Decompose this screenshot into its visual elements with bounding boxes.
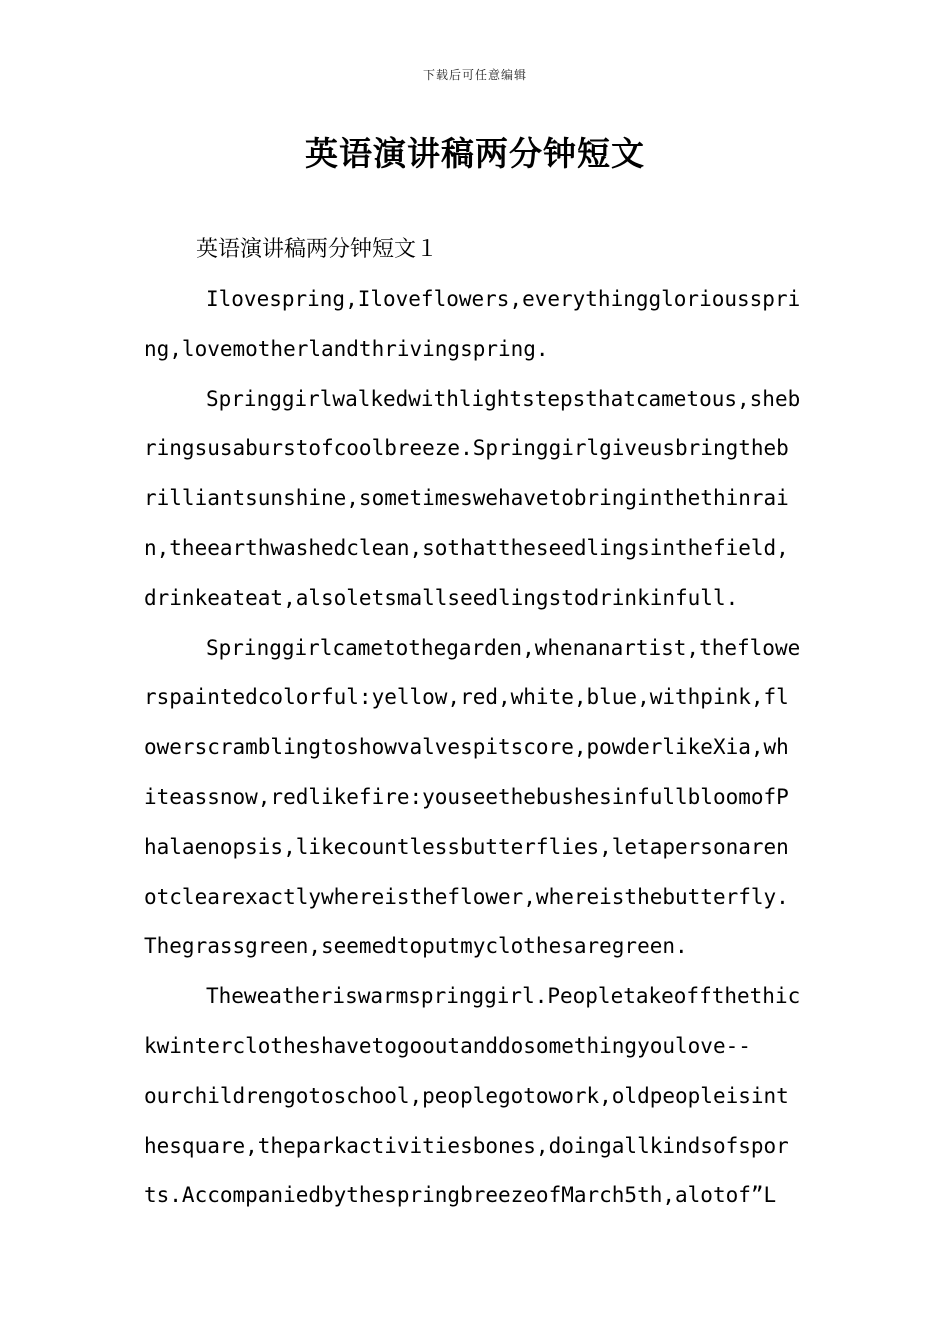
header-note: 下载后可任意编辑	[422, 68, 527, 82]
body-line: drinkeateat,alsoletsmallseedlingstodrinkinfull.	[144, 585, 739, 610]
body-line: owerscramblingtoshowvalvespitscore,powderlikeXia,wh	[144, 735, 789, 760]
body-line: Theweatheriswarmspringgirl.Peopletakeoffthethic	[206, 984, 801, 1009]
body-line: hesquare,theparkactivitiesbones,doingallkindsofspor	[144, 1133, 789, 1158]
body-line: ringsusaburstofcoolbreeze.Springgirlgiveusbringtheb	[144, 436, 789, 461]
body-line: Ilovespring,Iloveflowers,everythinggloriousspri	[206, 287, 801, 311]
body-line: ourchildrengotoschool,peoplegotowork,oldpeopleisint	[144, 1083, 789, 1108]
body-line: halaenopsis,likecountlessbutterflies,letapersonaren	[144, 834, 789, 859]
section-heading: 英语演讲稿两分钟短文１	[196, 237, 439, 262]
body-line: ng,lovemotherlandthrivingspring.	[144, 336, 549, 361]
body-line: rspaintedcolorful:yellow,red,white,blue,withpink,fl	[144, 685, 789, 710]
body-line: rilliantsunshine,sometimeswehavetobringinthethinrai	[144, 486, 789, 511]
body-line: n,theearthwashedclean,sothattheseedlingsinthefield,	[144, 535, 789, 560]
body-line: Springgirlcametothegarden,whenanartist,theflowe	[206, 635, 801, 660]
body-line: kwinterclotheshavetogooutanddosomethingyoulove--	[144, 1033, 751, 1058]
body-text	[144, 280, 824, 1226]
body-line: Thegrassgreen,seemedtoputmyclothesaregreen.	[144, 934, 688, 959]
body-line: Springgirlwalkedwithlightstepsthatcametous,sheb	[206, 386, 801, 411]
document-title: 英语演讲稿两分钟短文	[305, 134, 645, 173]
body-line: ts.AccompaniedbythespringbreezeofMarch5th,alotof”L	[144, 1183, 777, 1208]
body-line: otclearexactlywhereistheflower,whereisthebutterfly.	[144, 884, 789, 909]
body-line: iteassnow,redlikefire:youseethebushesinfullbloomofP	[144, 784, 789, 809]
